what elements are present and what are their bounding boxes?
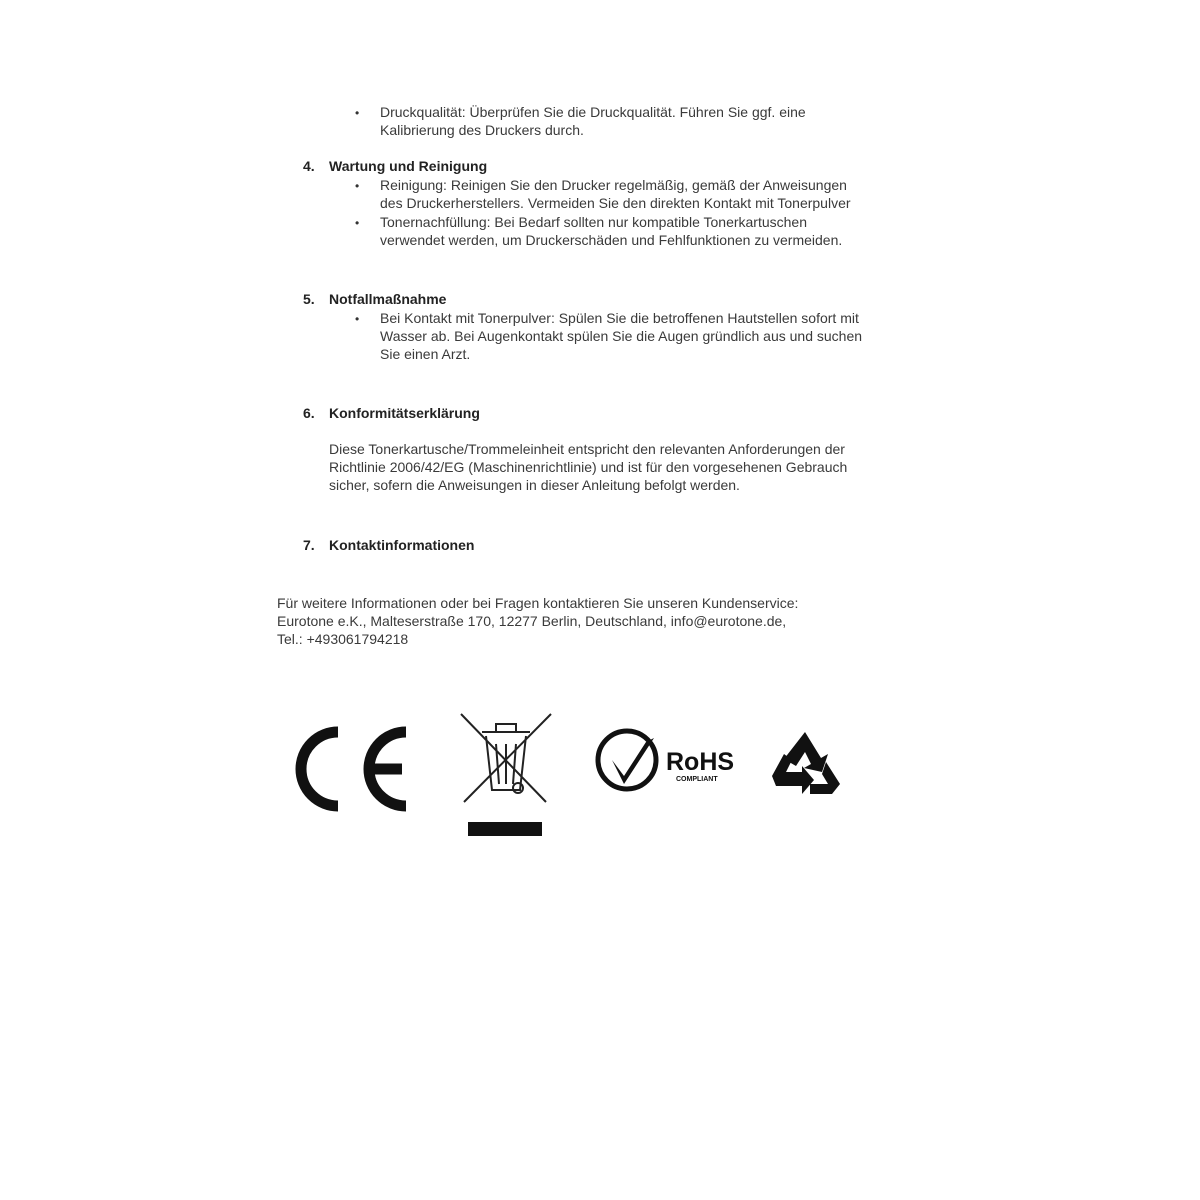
section-6-number: 6. bbox=[303, 405, 315, 421]
bullet-icon: • bbox=[355, 106, 360, 120]
contact-block: Für weitere Informationen oder bei Fragen kontaktieren Sie unseren Kundenservice: Eurotone e.K., Malteserstraße 170, 12277 Berlin, Deutschland, info@eurotone.de, Tel.: +493061794218 bbox=[277, 595, 799, 647]
list-item: Druckqualität: Überprüfen Sie die Druckqualität. Führen Sie ggf. eine Kalibrierung des Druckers durch. bbox=[380, 104, 806, 138]
recycle-icon bbox=[766, 728, 844, 800]
bullet-icon: • bbox=[355, 216, 360, 230]
svg-text:RoHS: RoHS bbox=[666, 748, 735, 776]
section-6-title: Konformitätserklärung bbox=[329, 405, 480, 421]
section-7-title: Kontaktinformationen bbox=[329, 537, 475, 553]
conformity-paragraph: Diese Tonerkartusche/Trommeleinheit entspricht den relevanten Anforderungen der Richtlinie 2006/42/EG (Maschinenrichtlinie) und ist für den vorgesehenen Gebrauch sicher, sofern die Anweisungen in dieser Anleitung befolgt werden. bbox=[329, 441, 848, 493]
list-item: Tonernachfüllung: Bei Bedarf sollten nur kompatible Tonerkartuschen verwendet werden, um Druckerschäden und Fehlfunktionen zu vermeiden. bbox=[380, 214, 843, 248]
list-item: Bei Kontakt mit Tonerpulver: Spülen Sie die betroffenen Hautstellen sofort mit Wasser ab. Bei Augenkontakt spülen Sie die Augen gründlich aus und suchen Sie einen Arzt. bbox=[380, 310, 863, 362]
section-4-title: Wartung und Reinigung bbox=[329, 158, 488, 174]
section-5-title: Notfallmaßnahme bbox=[329, 291, 447, 307]
list-item: Reinigung: Reinigen Sie den Drucker regelmäßig, gemäß der Anweisungen des Druckerherstellers. Vermeiden Sie den direkten Kontakt mit Tonerpulver bbox=[380, 177, 851, 211]
svg-text:COMPLIANT: COMPLIANT bbox=[676, 776, 718, 783]
section-5-number: 5. bbox=[303, 291, 315, 307]
bullet-icon: • bbox=[355, 312, 360, 326]
section-4-number: 4. bbox=[303, 158, 315, 174]
bullet-icon: • bbox=[355, 179, 360, 193]
ce-mark-icon bbox=[288, 724, 414, 814]
rohs-compliant-icon bbox=[594, 726, 746, 794]
section-7-number: 7. bbox=[303, 537, 315, 553]
weee-crossed-bin-icon bbox=[456, 710, 556, 842]
